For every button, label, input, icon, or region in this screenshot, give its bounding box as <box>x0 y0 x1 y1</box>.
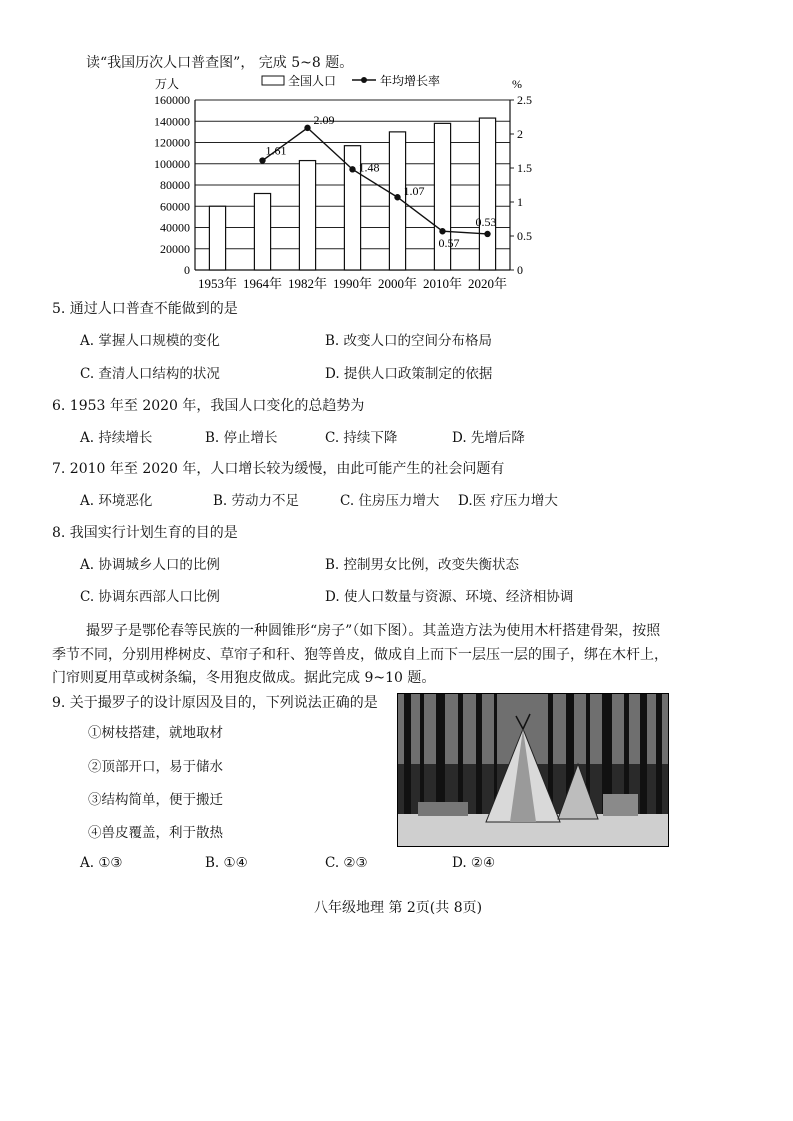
y-left-axis-label: 万人 <box>155 77 180 91</box>
q5-option-c[interactable]: C. 查清人口结构的状况 <box>80 366 220 382</box>
growth-rate-point <box>394 194 400 200</box>
passage-line-3: 门帘则夏用草或树条编，冬用狍皮做成。据此完成 9~10 题。 <box>52 670 436 686</box>
y-right-tick-label: 1.5 <box>517 161 532 175</box>
growth-rate-point <box>484 231 490 237</box>
q6-option-a[interactable]: A. 持续增长 <box>80 430 153 446</box>
question-6-stem: 6. 1953 年至 2020 年，我国人口变化的总趋势为 <box>52 398 365 414</box>
data-label: 2.09 <box>313 112 335 127</box>
q6-option-d[interactable]: D. 先增后降 <box>452 430 525 446</box>
q5-option-b[interactable]: B. 改变人口的空间分布格局 <box>325 333 493 349</box>
x-tick-label: 2000年 <box>377 276 418 291</box>
y-left-tick-label: 80000 <box>160 178 190 192</box>
q6-option-b[interactable]: B. 停止增长 <box>205 430 278 446</box>
y-right-tick-label: 2.5 <box>517 93 532 107</box>
question-8-stem: 8. 我国实行计划生育的目的是 <box>52 525 238 541</box>
bar-2 <box>254 194 270 271</box>
y-right-axis-label: % <box>512 77 522 91</box>
data-label: 0.57 <box>438 236 460 251</box>
q5-option-a[interactable]: A. 掌握人口规模的变化 <box>80 333 220 349</box>
legend-bar-label: 全国人口 <box>288 74 337 88</box>
x-tick-label: 1982年 <box>287 276 328 291</box>
growth-rate-line <box>263 128 488 234</box>
q9-option-d[interactable]: D. ②④ <box>452 855 496 871</box>
y-left-tick-label: 160000 <box>154 93 190 107</box>
x-tick-label: 1964年 <box>242 276 283 291</box>
y-right-tick-label: 1 <box>517 195 523 209</box>
q9-option-c[interactable]: C. ②③ <box>325 855 368 871</box>
q9-statement-1: ①树枝搭建，就地取材 <box>88 725 223 741</box>
bar-1 <box>209 206 225 270</box>
q8-option-b[interactable]: B. 控制男女比例，改变失衡状态 <box>325 557 520 573</box>
question-5-stem: 5. 通过人口普查不能做到的是 <box>52 301 238 317</box>
legend-bar-swatch <box>262 76 284 85</box>
legend-line-marker <box>361 77 367 83</box>
data-label: 0.53 <box>475 214 497 229</box>
x-tick-label: 2010年 <box>422 276 463 291</box>
forest-tent-image <box>398 694 668 846</box>
passage-line-2: 季节不同，分别用桦树皮、草帘子和秆、狍等兽皮，做成自上而下一层压一层的围子，绑在木杆上， <box>52 647 668 663</box>
q8-option-a[interactable]: A. 协调城乡人口的比例 <box>80 557 220 573</box>
legend-line-label: 年均增长率 <box>380 74 441 88</box>
y-right-tick-label: 0 <box>517 263 523 277</box>
q7-option-b[interactable]: B. 劳动力不足 <box>213 493 300 509</box>
q9-option-a[interactable]: A. ①③ <box>80 855 123 871</box>
q9-option-b[interactable]: B. ①④ <box>205 855 248 871</box>
y-left-tick-label: 40000 <box>160 220 190 235</box>
intro-text: 读“我国历次人口普查图”， 完成 5~8 题。 <box>86 55 354 71</box>
data-label: 1.48 <box>358 160 380 175</box>
growth-rate-point <box>439 228 445 234</box>
population-census-chart <box>120 70 540 295</box>
growth-rate-point <box>304 125 310 131</box>
y-left-tick-label: 0 <box>184 263 190 277</box>
bar-3 <box>299 161 315 270</box>
y-left-tick-label: 60000 <box>160 199 190 214</box>
y-right-tick-label: 0.5 <box>517 229 532 243</box>
x-tick-label: 2020年 <box>467 276 508 291</box>
q8-option-c[interactable]: C. 协调东西部人口比例 <box>80 589 220 605</box>
y-left-tick-label: 20000 <box>160 241 190 256</box>
data-label: 1.07 <box>403 184 425 199</box>
x-tick-label: 1990年 <box>332 276 373 291</box>
q9-statement-4: ④兽皮覆盖，利于散热 <box>88 825 223 841</box>
q6-option-c[interactable]: C. 持续下降 <box>325 430 398 446</box>
q8-option-d[interactable]: D. 使人口数量与资源、环境、经济相协调 <box>325 589 574 605</box>
bar-7 <box>479 118 495 270</box>
y-left-tick-label: 100000 <box>154 156 190 171</box>
data-label: 1.61 <box>265 143 287 158</box>
q7-option-d[interactable]: D.医 疗压力增大 <box>458 493 558 509</box>
question-7-stem: 7. 2010 年至 2020 年，人口增长较为缓慢，由此可能产生的社会问题有 <box>52 461 505 477</box>
page-footer: 八年级地理 第 2页(共 8页) <box>314 900 483 916</box>
q5-option-d[interactable]: D. 提供人口政策制定的依据 <box>325 366 493 382</box>
q7-option-a[interactable]: A. 环境恶化 <box>80 493 153 509</box>
y-left-tick-label: 140000 <box>154 114 190 129</box>
passage-line-1: 撮罗子是鄂伦春等民族的一种圆锥形“房子”（如下图）。其盖造方法为使用木杆搭建骨架，按照 <box>86 623 661 639</box>
y-left-tick-label: 120000 <box>154 135 190 150</box>
question-9-stem: 9. 关于撮罗子的设计原因及目的，下列说法正确的是 <box>52 695 378 711</box>
cuoluozi-photo <box>397 693 669 847</box>
q9-statement-2: ②顶部开口，易于储水 <box>88 759 223 775</box>
q7-option-c[interactable]: C. 住房压力增大 <box>340 493 440 509</box>
q9-statement-3: ③结构简单，便于搬迁 <box>88 792 223 808</box>
y-right-tick-label: 2 <box>517 127 523 141</box>
growth-rate-point <box>259 157 265 163</box>
x-tick-label: 1953年 <box>197 276 238 291</box>
growth-rate-point <box>349 166 355 172</box>
